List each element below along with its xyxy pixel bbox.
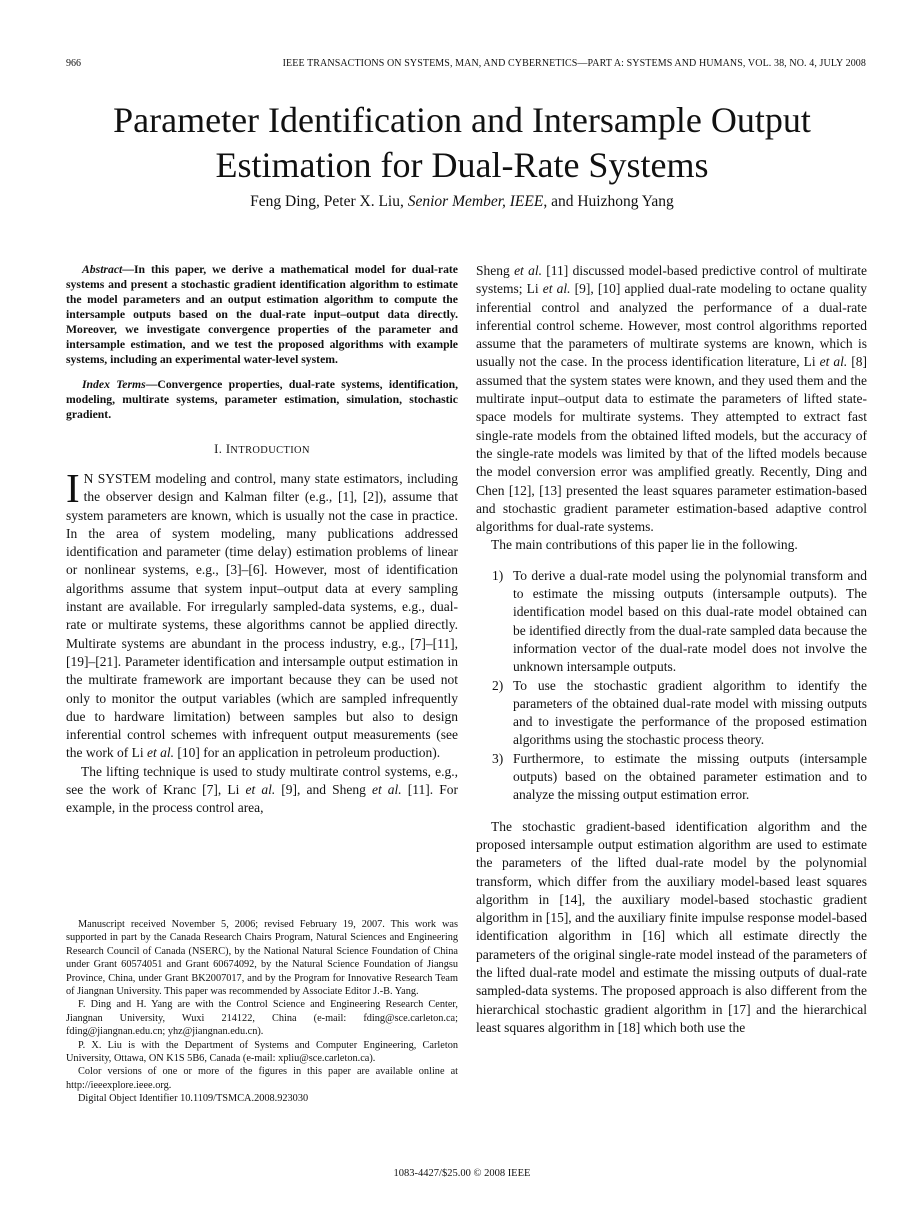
footnote-color: Color versions of one or more of the figures in this paper are available online at http://ieeexplore.ieee.org. <box>66 1066 458 1091</box>
footnote-doi: Digital Object Identifier 10.1109/TSMCA.2008.923030 <box>78 1093 309 1105</box>
list-item <box>476 750 867 805</box>
section-numeral: I. <box>214 442 226 456</box>
intro-p2-etal-2: et al. <box>371 782 402 798</box>
title-line-1: Parameter Identification and Intersample Output <box>113 100 811 140</box>
abstract <box>66 262 458 367</box>
list-text: To use the stochastic gradient algorithm to identify the parameters of the obtained dual-rate model with missing outputs and to investigate the performance of the proposed estimation algorithms using the stochastic process theory. <box>513 677 867 748</box>
list-number: 1) <box>492 567 504 583</box>
footnote-manuscript: Manuscript received November 5, 2006; revised February 19, 2007. This work was supported in part by the Canada Research Chairs Program, Natural Sciences and Engineering Research Council of Canada (NSERC), by the National Natural Science Foundation of China under Grant 60574051 and Grant 60674092, by the Natural Science Foundation of Jiangsu Province, China, under Grant BK2007017, and by the Program for Innovative Research Team of Jiangnan University. This paper was recommended by Associate Editor J.-B. Yang. <box>66 919 458 998</box>
index-terms <box>66 377 458 422</box>
author-names-2: , and Huizhong Yang <box>543 193 674 210</box>
right-p1-etal-3: et al. <box>819 354 848 370</box>
copyright-footer: 1083-4427/$25.00 © 2008 IEEE <box>393 1168 531 1179</box>
right-p1-a: Sheng <box>476 263 515 278</box>
list-text: To derive a dual-rate model using the polynomial transform and to estimate the missing outputs (intersample outputs). The identification model based on this dual-rate model obtained can be identified directly from the dual-rate sampled data because the information vector of the dual-rate model does not involve the unknown intersample outputs. <box>513 567 867 675</box>
right-p1-etal-2: et al. <box>542 281 571 297</box>
footnote-affiliation-1: F. Ding and H. Yang are with the Control Science and Engineering Research Center, Jiangnan University, Wuxi 214122, China (e-mail: fding@sce.carleton.ca; fding@jiangnan.edu.cn; yhz@jiangnan.edu.cn). <box>66 999 458 1038</box>
drop-cap: I <box>66 465 80 511</box>
intro-p2-a: The lifting technique is used to study multirate control systems, e.g., see the work of Kranc [7], Li <box>66 763 458 798</box>
right-paragraph-1 <box>476 262 867 536</box>
section-heading-introduction <box>66 442 458 457</box>
intro-p1-etal: et al. <box>146 745 174 761</box>
page-number: 966 <box>66 58 81 69</box>
intro-paragraph-2 <box>66 763 458 818</box>
intro-p2-b: [9], and Sheng <box>275 782 372 798</box>
paper-title <box>40 98 884 188</box>
title-line-2: Estimation for Dual-Rate Systems <box>215 145 709 185</box>
list-item <box>476 677 867 750</box>
list-number: 2) <box>492 677 504 693</box>
right-p1-c: [9], [10] applied dual-rate modeling to octane quality inferential control and analyzed the performance of a dual-rate inferential control scheme. However, most control algorithms reported assume that the parameters of multirate systems are known, which is usually not the case. In the process identification literature, Li <box>476 281 867 370</box>
author-role: Senior Member, IEEE <box>407 193 544 210</box>
intro-p2-c: [11]. For example, in the process control area, <box>66 782 458 816</box>
right-p1-b: [11] discussed model-based predictive control of multirate systems; Li <box>476 263 868 297</box>
right-paragraph-2: The main contributions of this paper lie in the following. <box>491 537 798 553</box>
intro-p2-etal-1: et al. <box>245 782 276 798</box>
right-p1-etal-1: et al. <box>514 263 542 278</box>
section-first-letter: I <box>225 442 231 456</box>
left-column <box>66 262 458 818</box>
abstract-label: Abstract <box>82 263 123 276</box>
footnote-affiliation-2: P. X. Liu is with the Department of Systems and Computer Engineering, Carleton University, Ottawa, ON K1S 5B6, Canada (e-mail: xpliu@sce.carleton.ca). <box>66 1039 458 1065</box>
intro-p1-text: N SYSTEM modeling and control, many state estimators, including the observer design and Kalman filter (e.g., [1], [2]), assume that system parameters are known, which is usually not the case in practice. In the area of system modeling, many publications addressed identification and parameter (time delay) estimation problems of linear or nonlinear systems, e.g., [3]–[6]. However, most of identification algorithms assume that system input–output data at every sampling instant are available. For irregularly sampled-data systems, e.g., dual-rate or multirate systems, these algorithms cannot be applied directly. Multirate systems are abundant in the process industry, e.g., [7]–[11], [19]–[21]. Parameter identification and intersample output estimation in the multirate framework are important because they can be used not only to monitor the output variables (which are sampled infrequently due to hardware limitation) between samples but also to design inferential control schemes with infrequent output measurements (see the work of Li <box>66 471 458 761</box>
contributions-list <box>476 567 867 805</box>
right-p1-d: [8] assumed that the system states were known, and they used them and the multirate input–output data to estimate the parameters of lifted state-space models for multirate systems. They attempted to extract fast single-rate models from the obtained lifted models, but the accuracy of the single-rate models was limited by that of the lifted models because the model conversion error was amplified greatly. Recently, Ding and Chen [12], [13] presented the least squares parameter estimation-based and stochastic gradient parameter estimation-based adaptive control algorithms for dual-rate systems. <box>476 354 867 535</box>
list-number: 3) <box>492 750 504 766</box>
journal-title: IEEE TRANSACTIONS ON SYSTEMS, MAN, AND CYBERNETICS—PART A: SYSTEMS AND HUMANS, VOL. 38, NO. 4, JULY 2008 <box>282 58 866 69</box>
footnotes <box>66 918 458 1106</box>
intro-paragraph-1 <box>66 465 458 763</box>
right-column <box>476 262 867 1037</box>
running-header <box>66 58 866 72</box>
right-paragraph-3: The stochastic gradient-based identification algorithm and the proposed intersample output estimation algorithm are used to estimate the parameters of the lifted dual-rate model by the polynomial transform, which differ from the auxiliary model-based least squares algorithm in [14], the auxiliary model-based stochastic gradient algorithm in [15], and the auxiliary finite impulse response model-based identification algorithm in [16] which all estimate directly the parameters of the original single-rate model instead of the parameters of the lifted dual-rate model and estimate the missing outputs of dual-rate sampled-data systems. The proposed approach is also different from the hierarchical stochastic gradient algorithm in [17] and the hierarchical least squares algorithm in [18] which both use the <box>476 818 867 1035</box>
abstract-text: —In this paper, we derive a mathematical model for dual-rate systems and present a stochastic gradient identification algorithm to estimate the model parameters and an output estimation algorithm to compute the intersample outputs based on the dual-rate input–output data directly. Moreover, we investigate convergence properties of the parameter and intersample estimation, and we test the proposed algorithms with example systems, including an experimental water-level system. <box>66 263 458 366</box>
author-names-1: Feng Ding, Peter X. Liu, <box>250 193 408 210</box>
section-rest: NTRODUCTION <box>230 445 310 456</box>
author-line <box>40 193 884 211</box>
list-text: Furthermore, to estimate the missing outputs (intersample outputs) based on the obtained parameter estimation and to analyze the missing output estimation error. <box>513 750 867 803</box>
intro-p1-end: [10] for an application in petroleum production). <box>173 745 441 761</box>
list-item <box>476 567 867 677</box>
index-terms-text: —Convergence properties, dual-rate systems, identification, modeling, multirate systems, parameter estimation, simulation, stochastic gradient. <box>66 378 458 421</box>
index-terms-label: Index Terms <box>82 378 146 391</box>
